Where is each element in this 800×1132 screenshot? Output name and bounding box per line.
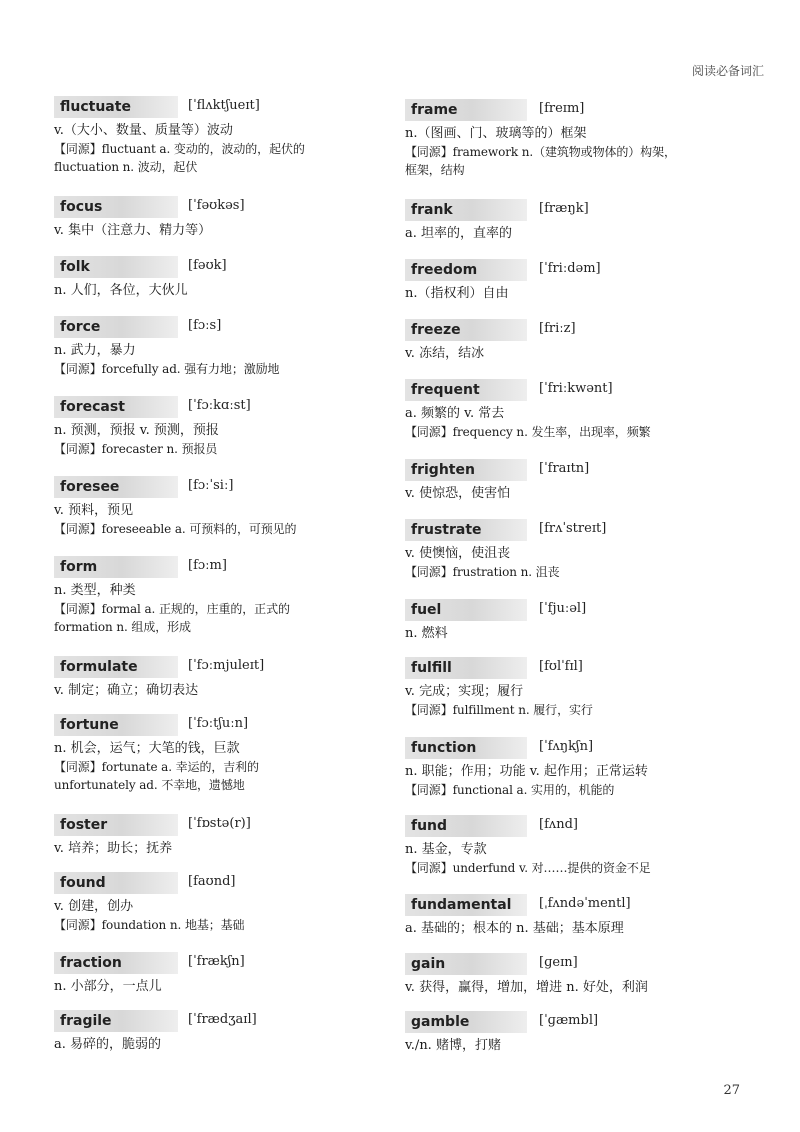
headword: fundamental [405, 894, 527, 916]
definition: v. 冻结，结冰 [405, 346, 485, 361]
vocab-entry [405, 1011, 755, 1055]
cognate-line: 【同源】frequency n. 发生率，出现率，频繁 [405, 425, 651, 439]
phonetic: [freɪm] [539, 101, 585, 116]
vocab-entry [405, 657, 755, 719]
vocab-entry [54, 656, 404, 700]
definition: a. 频繁的 v. 常去 [405, 406, 505, 421]
vocab-entry [54, 1010, 404, 1054]
headword: found [54, 872, 178, 894]
definition: v./n. 赌博，打赌 [405, 1038, 501, 1053]
phonetic: [ɡeɪn] [539, 955, 578, 970]
vocab-entry [405, 459, 755, 503]
vocab-entry [405, 379, 755, 441]
definition: n. 基金，专款 [405, 842, 487, 857]
entry-headline [405, 657, 755, 679]
entry-headline [54, 556, 404, 578]
vocab-entry [54, 872, 404, 934]
vocab-entry [54, 196, 404, 240]
entry-headline [405, 815, 755, 837]
entry-headline [54, 872, 404, 894]
cognate-line: formation n. 组成，形成 [54, 620, 191, 634]
entry-headline [405, 459, 755, 481]
headword: frequent [405, 379, 527, 401]
headword: foster [54, 814, 178, 836]
definition: a. 基础的；根本的 n. 基础；基本原理 [405, 921, 624, 936]
headword: form [54, 556, 178, 578]
vocab-entry [405, 199, 755, 243]
cognate-line: 【同源】forcefully ad. 强有力地；激励地 [54, 362, 280, 376]
vocab-entry [405, 894, 755, 938]
phonetic: [ˈfraɪtn] [539, 461, 590, 476]
vocab-entry [54, 476, 404, 538]
headword: fund [405, 815, 527, 837]
phonetic: [ˈfɔːkɑːst] [188, 398, 251, 413]
entry-headline [54, 952, 404, 974]
definition: n.（指权利）自由 [405, 286, 509, 301]
entry-headline [54, 196, 404, 218]
phonetic: [friːz] [539, 321, 576, 336]
headword: frame [405, 99, 527, 121]
definition: n. 武力，暴力 [54, 343, 136, 358]
phonetic: [frʌˈstreɪt] [539, 521, 607, 536]
phonetic: [ˈɡæmbl] [539, 1013, 599, 1028]
cognate-line: 【同源】framework n.（建筑物或物体的）构架， [405, 145, 676, 159]
phonetic: [fɔːs] [188, 318, 222, 333]
entry-headline [405, 319, 755, 341]
vocab-entry [54, 952, 404, 996]
headword: freedom [405, 259, 527, 281]
phonetic: [ˈfɔːtʃuːn] [188, 716, 249, 731]
definition: n. 预测，预报 v. 预测，预报 [54, 423, 219, 438]
entry-headline [405, 953, 755, 975]
headword: fragile [54, 1010, 178, 1032]
phonetic: [ˌfʌndəˈmentl] [539, 896, 631, 911]
vocab-entry [405, 815, 755, 877]
vocab-entry [54, 96, 404, 176]
definition: a. 坦率的，直率的 [405, 226, 513, 241]
headword: frighten [405, 459, 527, 481]
entry-headline [405, 599, 755, 621]
definition: v. 使惊恐，使害怕 [405, 486, 511, 501]
entry-headline [54, 656, 404, 678]
phonetic: [fʊlˈfɪl] [539, 659, 583, 674]
entry-headline [405, 99, 755, 121]
phonetic: [fʌnd] [539, 817, 578, 832]
cognate-line: fluctuation n. 波动，起伏 [54, 160, 198, 174]
cognate-line: 【同源】formal a. 正规的，庄重的，正式的 [54, 602, 290, 616]
vocab-entry [405, 737, 755, 799]
page-number: 27 [723, 1083, 740, 1098]
headword: fulfill [405, 657, 527, 679]
cognate-line: 【同源】fortunate a. 幸运的，吉利的 [54, 760, 259, 774]
entry-headline [54, 476, 404, 498]
cognate-line: 【同源】foreseeable a. 可预料的，可预见的 [54, 522, 297, 536]
cognate-line: 【同源】forecaster n. 预报员 [54, 442, 218, 456]
vocab-entry [54, 396, 404, 458]
cognate-line: unfortunately ad. 不幸地，遗憾地 [54, 778, 245, 792]
vocab-entry [405, 953, 755, 997]
vocab-entry [405, 599, 755, 643]
vocab-entry [54, 814, 404, 858]
vocab-entry [405, 319, 755, 363]
entry-headline [405, 199, 755, 221]
definition: n. 小部分，一点儿 [54, 979, 162, 994]
cognate-line: 【同源】fulfillment n. 履行，实行 [405, 703, 593, 717]
cognate-line: 【同源】functional a. 实用的，机能的 [405, 783, 615, 797]
entry-headline [405, 737, 755, 759]
headword: focus [54, 196, 178, 218]
definition: n.（图画、门、玻璃等的）框架 [405, 126, 587, 141]
definition: a. 易碎的，脆弱的 [54, 1037, 162, 1052]
headword: formulate [54, 656, 178, 678]
definition: v. 使懊恼，使沮丧 [405, 546, 511, 561]
phonetic: [fræŋk] [539, 201, 589, 216]
definition: v. 集中（注意力、精力等） [54, 223, 212, 238]
vocab-entry [405, 519, 755, 581]
headword: function [405, 737, 527, 759]
entry-headline [54, 256, 404, 278]
definition: v. 完成；实现；履行 [405, 684, 524, 699]
phonetic: [ˈfriːdəm] [539, 261, 601, 276]
headword: gain [405, 953, 527, 975]
definition: n. 人们，各位，大伙儿 [54, 283, 188, 298]
definition: n. 燃料 [405, 626, 448, 641]
headword: fortune [54, 714, 178, 736]
phonetic: [ˈfʌŋkʃn] [539, 739, 594, 754]
phonetic: [fɔːˈsiː] [188, 478, 234, 493]
definition: v. 获得，赢得，增加，增进 n. 好处，利润 [405, 980, 648, 995]
entry-headline [405, 259, 755, 281]
definition: n. 机会，运气；大笔的钱，巨款 [54, 741, 240, 756]
entry-headline [54, 814, 404, 836]
headword: foresee [54, 476, 178, 498]
entry-headline [54, 316, 404, 338]
headword: forecast [54, 396, 178, 418]
phonetic: [ˈfrædʒaɪl] [188, 1012, 257, 1027]
vocab-entry [54, 556, 404, 636]
vocab-entry [54, 714, 404, 794]
phonetic: [ˈfəʊkəs] [188, 198, 245, 213]
vocab-entry [405, 99, 755, 179]
cognate-line: 【同源】underfund v. 对……提供的资金不足 [405, 861, 651, 875]
definition: v. 制定；确立；确切表达 [54, 683, 199, 698]
phonetic: [ˈflʌktʃueɪt] [188, 98, 260, 113]
vocab-entry [54, 316, 404, 378]
entry-headline [405, 379, 755, 401]
phonetic: [fəʊk] [188, 258, 227, 273]
entry-headline [54, 1010, 404, 1032]
entry-headline [405, 1011, 755, 1033]
page-header: 阅读必备词汇 [691, 64, 764, 78]
definition: v. 创建，创办 [54, 899, 134, 914]
entry-headline [405, 894, 755, 916]
definition: n. 类型，种类 [54, 583, 136, 598]
headword: freeze [405, 319, 527, 341]
entry-headline [54, 96, 404, 118]
definition: v.（大小、数量、质量等）波动 [54, 123, 233, 138]
phonetic: [ˈfɔːmjuleɪt] [188, 658, 265, 673]
entry-headline [54, 396, 404, 418]
definition: v. 预料，预见 [54, 503, 134, 518]
phonetic: [ˈfɒstə(r)] [188, 816, 251, 831]
entry-headline [54, 714, 404, 736]
phonetic: [ˈfrækʃn] [188, 954, 245, 969]
cognate-line: 【同源】foundation n. 地基；基础 [54, 918, 245, 932]
vocab-entry [405, 259, 755, 303]
headword: fuel [405, 599, 527, 621]
headword: gamble [405, 1011, 527, 1033]
headword: force [54, 316, 178, 338]
headword: fraction [54, 952, 178, 974]
vocab-entry [54, 256, 404, 300]
phonetic: [fɔːm] [188, 558, 227, 573]
headword: folk [54, 256, 178, 278]
definition: v. 培养；助长；抚养 [54, 841, 173, 856]
headword: fluctuate [54, 96, 178, 118]
phonetic: [faʊnd] [188, 874, 236, 889]
phonetic: [ˈfriːkwənt] [539, 381, 613, 396]
entry-headline [405, 519, 755, 541]
headword: frustrate [405, 519, 527, 541]
phonetic: [ˈfjuːəl] [539, 601, 587, 616]
headword: frank [405, 199, 527, 221]
definition: n. 职能；作用；功能 v. 起作用；正常运转 [405, 764, 648, 779]
cognate-line: 【同源】fluctuant a. 变动的，波动的，起伏的 [54, 142, 305, 156]
cognate-line: 框架，结构 [405, 163, 465, 177]
cognate-line: 【同源】frustration n. 沮丧 [405, 565, 560, 579]
